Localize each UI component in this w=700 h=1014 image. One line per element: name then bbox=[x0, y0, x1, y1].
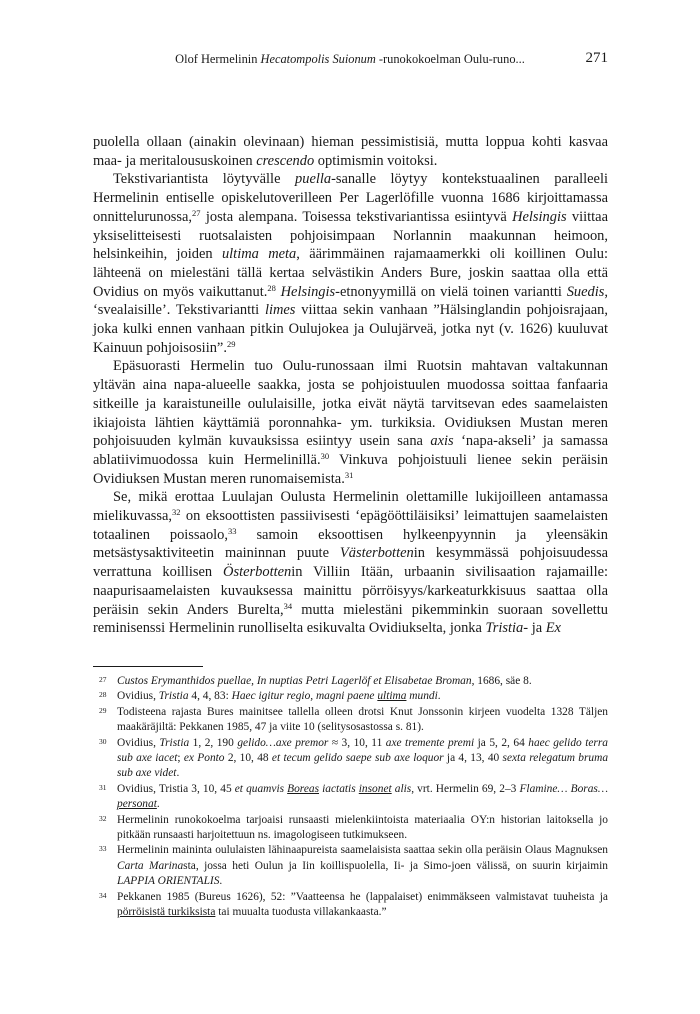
text-run: -etnonyymillä on vielä toinen variantti bbox=[335, 283, 567, 300]
footnote-33 bbox=[93, 843, 608, 889]
text-run: , ‘svealaisille’. Tekstivariantti bbox=[93, 283, 609, 319]
footnote-text: 1, 2, 190 bbox=[189, 736, 238, 749]
footnote-italic: mundi bbox=[406, 690, 438, 703]
text-run: optimismin voitoksi. bbox=[314, 152, 438, 169]
footnote-ref[interactable]: 31 bbox=[344, 469, 354, 480]
italic-term: Tristia bbox=[485, 620, 524, 637]
footnote-text: 4, 4, 83: bbox=[188, 690, 232, 703]
footnote-italic: haec gelido terra sub axe iacet bbox=[117, 736, 608, 765]
running-title-italic: Hecatompolis Suionum bbox=[260, 52, 376, 66]
text-run: -sanalle löytyy kontekstuaalinen paralleeli Hermelinin entiselle opiskelutoverilleen Per Lagerlöfille vuonna 1686 kirjoittamassa onnittelurunossa, bbox=[93, 171, 608, 225]
footnote-ref[interactable]: 29 bbox=[226, 338, 236, 349]
footnote-separator bbox=[93, 666, 203, 667]
footnote-text: 2, 10, 48 bbox=[224, 752, 272, 765]
footnote-text: Todisteena rajasta Bures mainitsee tallella olleen drotsi Knut Jonssonin kirjeen vuodelta 1328 Täljen maakäräjiltä: Pekkanen 1985, 47 ja viite 10 (selitysosastossa s. 81). bbox=[117, 705, 608, 734]
body-text bbox=[93, 133, 608, 638]
footnote-italic-underlined: ultima bbox=[377, 690, 407, 703]
footnote-italic: Custos Erymanthidos puellae, In nuptias Petri Lagerlöf et Elisabetae Broman bbox=[117, 675, 472, 687]
footnote-number: 29 bbox=[99, 705, 107, 715]
footnote-italic: ex Ponto bbox=[183, 752, 225, 765]
italic-term: ultima meta bbox=[221, 246, 297, 263]
text-run: puolella ollaan (ainakin olevinaan) hieman pessimistisiä, mutta loppua kohti kasvaa maa- ja meritaloususkoinen bbox=[93, 134, 608, 169]
text-run: mutta mielestäni pikemminkin suoraan sovellettu reminisenssi Hermelinin runolliselta esikuvalta Ovidiukselta, jonka bbox=[93, 601, 609, 637]
footnote-text: . bbox=[176, 767, 180, 780]
text-run: viittaa yksiselitteisesti ruotsalaisten pohjoisimpaan Norlannin maakunnan heimoon, helsinkeihin, joiden bbox=[93, 208, 608, 263]
footnote-text: , 1686, säe 8. bbox=[471, 675, 532, 687]
italic-term: Österbotten bbox=[223, 564, 292, 581]
footnote-italic: LAPPIA ORIENTALIS bbox=[117, 875, 220, 888]
text-run: in Villiin Itään, urbaanin sivilisaation rajamaille: naapurisaamelaisten kuvauksessa mainittu pörröisyys/karkeaturkkisuus saattaa olla peräisin sekin Anders Burelta, bbox=[93, 564, 608, 618]
footnote-italic: axe tremente premi bbox=[385, 736, 475, 749]
text-run: samoin eksoottisen hylkeenpyynnin ja yleensäkin metsästysaktiviteetin maininnan puute bbox=[93, 526, 609, 562]
footnote-italic: iactatis bbox=[319, 782, 359, 795]
footnote-italic-underlined: personat bbox=[117, 798, 157, 811]
footnote-italic: Haec igitur regio, magni paene bbox=[231, 690, 378, 703]
footnote-text: Pekkanen 1985 (Bureus 1626), 52: ”Vaatteensa he (lappalaiset) enimmäkseen valmistavat tuuheista ja bbox=[117, 890, 608, 903]
paragraph bbox=[93, 357, 608, 488]
footnotes bbox=[93, 674, 608, 921]
footnote-italic: Carta Marina bbox=[117, 859, 184, 872]
running-title-part: Olof Hermelinin bbox=[175, 52, 261, 66]
footnote-italic: et quamvis bbox=[234, 782, 288, 795]
paragraph bbox=[93, 170, 608, 357]
footnote-32 bbox=[93, 813, 608, 844]
footnote-ref[interactable]: 33 bbox=[228, 525, 237, 536]
footnote-ref[interactable]: 34 bbox=[283, 600, 293, 611]
footnote-text: Hermelinin maininta oululaisten lähinaapureista saamelaisista saattaa sekin olla peräisin Olaus Magnuksen bbox=[117, 844, 608, 857]
paragraph bbox=[93, 488, 608, 638]
footnote-number: 33 bbox=[99, 844, 107, 854]
footnote-text: ja 5, 2, 64 bbox=[474, 736, 529, 749]
footnote-italic-underlined: insonet bbox=[358, 782, 392, 795]
footnote-text: tai muualta tuodusta villakankaasta.” bbox=[215, 906, 387, 919]
page-number: 271 bbox=[585, 50, 608, 66]
text-run: - ja bbox=[523, 620, 546, 637]
footnote-text: . bbox=[437, 690, 441, 703]
footnote-number: 30 bbox=[99, 736, 107, 746]
footnote-text: ; bbox=[177, 752, 184, 765]
footnote-italic: Flamine… Boras… bbox=[519, 782, 608, 795]
footnote-italic: gelido…axe premor bbox=[237, 736, 329, 749]
footnote-text: Ovidius, bbox=[117, 690, 159, 703]
footnote-italic: sexta relegatum bruma sub axe videt bbox=[117, 752, 609, 780]
footnote-number: 28 bbox=[99, 690, 107, 700]
footnote-number: 31 bbox=[99, 782, 107, 792]
footnote-30 bbox=[93, 736, 608, 782]
footnote-text: Ovidius, Tristia 3, 10, 45 bbox=[117, 782, 235, 795]
text-run: Tekstivariantista löytyvälle bbox=[113, 171, 295, 188]
footnote-underlined: pörröisistä turkiksista bbox=[117, 906, 216, 919]
footnote-ref[interactable]: 32 bbox=[172, 507, 181, 518]
text-run: on eksoottisten passiivisesti ‘epägööttiläisiksi’ leimattujen saamelaisten totaalinen poissaolo, bbox=[93, 508, 608, 543]
footnote-ref[interactable]: 28 bbox=[267, 282, 276, 293]
footnote-text: Hermelinin runokokoelma tarjoaisi runsaasti mielenkiintoista materiaalia OY:n historian laitoksella jo pitkään runsaasti harjoitettuun ns. imagologiseen tutkimukseen. bbox=[117, 813, 608, 842]
footnote-31 bbox=[93, 782, 608, 813]
italic-term: limes bbox=[264, 302, 296, 319]
footnote-ref[interactable]: 30 bbox=[320, 450, 330, 461]
footnote-34 bbox=[93, 890, 608, 921]
text-run: , äärimmäinen rajamaamerkki oli koillinen Oulu: lähteenä on mielestäni tällä kertaa selvästikin Anders Bure, joskin saattaa olla että Ovidius on myös vaikuttanut. bbox=[93, 246, 608, 300]
footnote-text: ≈ 3, 10, 11 bbox=[328, 736, 386, 749]
italic-term: Suedis bbox=[566, 283, 605, 300]
footnote-29 bbox=[93, 705, 608, 736]
footnote-italic: alis bbox=[391, 782, 412, 795]
text-run: josta alempana. Toisessa tekstivariantissa esiintyvä bbox=[200, 208, 513, 225]
footnote-text: sta, jossa heti Oulun ja Iin koillispuolella, Ii- ja Simo-joen välissä, on suurin kirjaimin bbox=[183, 859, 608, 872]
text-run: Se, mikä erottaa Luulajan Oulusta Hermelinin olettamille lukijoilleen antamassa mielikuvassa, bbox=[93, 489, 608, 525]
footnote-italic: et tecum gelido saepe sub axe loquor bbox=[271, 752, 444, 765]
italic-term: puella bbox=[295, 171, 332, 188]
italic-term: crescendo bbox=[256, 152, 315, 169]
footnote-text: ja 4, 13, 40 bbox=[443, 752, 503, 765]
footnote-ref[interactable]: 27 bbox=[192, 207, 201, 218]
footnote-28 bbox=[93, 689, 608, 704]
footnote-number: 34 bbox=[99, 890, 107, 900]
footnote-number: 27 bbox=[99, 675, 107, 684]
text-run: Vinkuva pohjoistuuli lienee sekin peräisin Ovidiuksen Mustan meren runomaisemista. bbox=[93, 451, 608, 487]
footnote-text: Ovidius, bbox=[117, 736, 160, 749]
italic-term: Helsingis bbox=[280, 283, 336, 300]
text-run: ‘napa-akseli’ ja samassa ablatiivimuodossa kuin Hermelinillä. bbox=[93, 433, 608, 468]
footnote-text: . bbox=[219, 875, 223, 888]
footnote-27 bbox=[93, 674, 608, 689]
italic-term: Västerbotten bbox=[339, 545, 414, 562]
italic-term: Helsingis bbox=[512, 208, 567, 225]
paragraph bbox=[93, 133, 608, 170]
footnote-text: , vrt. Hermelin 69, 2–3 bbox=[411, 782, 520, 795]
footnote-number: 32 bbox=[99, 813, 107, 823]
italic-term: axis bbox=[430, 433, 454, 450]
footnote-italic-underlined: Boreas bbox=[287, 782, 320, 795]
footnote-italic: Tristia bbox=[159, 736, 190, 749]
text-run: in kesymmässä pohjoisuudessa verrattuna koillisen bbox=[93, 545, 609, 581]
running-header bbox=[93, 52, 607, 67]
text-run: Epäsuorasti Hermelin tuo Oulu-runossaan ilmi Ruotsin mahtavan valtakunnan yltävän aina napa-alueelle saakka, josta se pohjoistuulen muodossa soittaa fanfaaria sitkeille ja karaistuneille oululaisille, jotka eivät näytä tarvitsevan edes saamelaisten ikiajoista lähtien käyttämiä poronnahka- ym. turkiksia. Ovidiuksen Mustan meren pohjoisuuden kylmän kuvauksissa esiintyy usein sana bbox=[93, 358, 608, 450]
running-title-part: -runokokoelman Oulu-runo... bbox=[375, 52, 525, 66]
italic-term: Ex bbox=[545, 620, 561, 637]
footnote-italic: Tristia bbox=[158, 690, 189, 703]
footnote-text: . bbox=[156, 798, 160, 811]
text-run: viittaa sekin vanhaan ”Hälsinglandin pohjoisrajaan, joka kulki ennen vanhaan pitkin Oulujokea ja Oulujärveä, jotka nyt (v. 1626) kuuluvat Kainuun pohjoisosiin”. bbox=[93, 302, 609, 356]
